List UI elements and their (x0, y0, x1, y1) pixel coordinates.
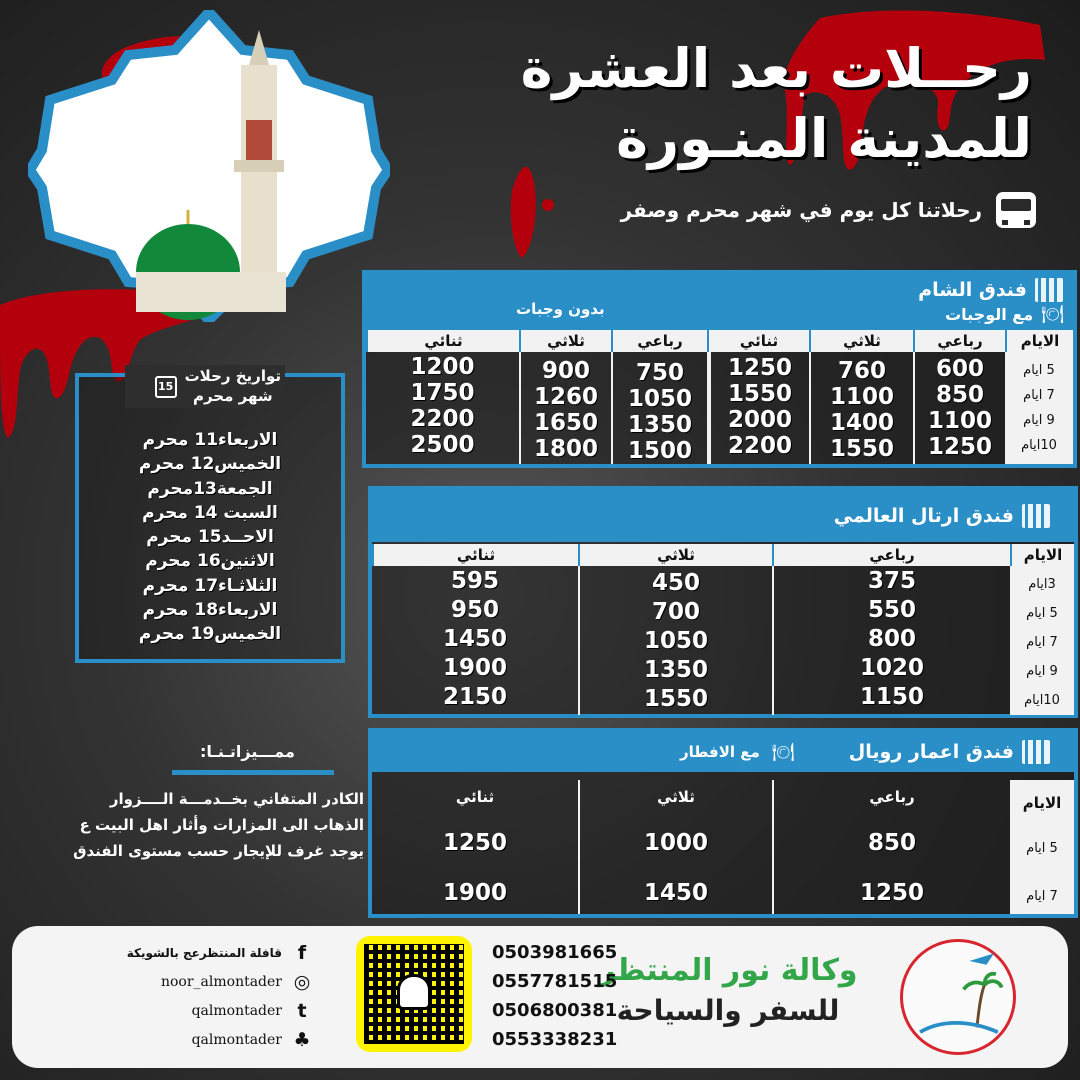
days-column (1010, 566, 1074, 715)
price-column (809, 352, 913, 464)
dates-heading-line2: شهر محرم (192, 386, 273, 405)
day-label: 7 ايام (1023, 388, 1055, 403)
hotel-artal-body (372, 566, 1074, 714)
price-column (772, 780, 1010, 914)
without-meals-label: بدون وجبات (516, 300, 605, 318)
col-header: ثنائي (366, 330, 519, 352)
bus-icon (996, 192, 1036, 228)
social-row-snapchat[interactable] (122, 1025, 312, 1054)
price-cell: 375 (867, 568, 916, 594)
instagram-icon: ◎ (293, 970, 311, 993)
days-column (1010, 780, 1074, 914)
price-cell: 1100 (829, 384, 894, 410)
price-column (578, 780, 772, 914)
day-label: 7 ايام (1026, 889, 1058, 904)
agency-name-line2: للسفر والسياحة (616, 994, 840, 1027)
price-column (372, 780, 578, 914)
price-column (519, 352, 611, 464)
price-column (372, 566, 578, 715)
features-list (8, 786, 364, 864)
price-cell: 700 (651, 599, 700, 625)
hotel-artal-header (372, 490, 1074, 542)
building-icon (1035, 278, 1063, 302)
price-cell: 1000 (643, 830, 708, 856)
price-cell: 1250 (727, 355, 792, 381)
price-cell: 2000 (727, 407, 792, 433)
date-item: الاحــد15 محرم (146, 527, 274, 548)
agency-name-line1: وكالة نور المنتظر (598, 953, 858, 988)
minaret-icon (241, 65, 277, 305)
meal-icon: 🍽 (1041, 304, 1065, 325)
feature-line: يوجد غرف للإيجار حسب مستوى الفندق (73, 842, 364, 860)
features-title: ممـــيزاتـنـا: (200, 742, 295, 761)
col-header: رباعي (611, 330, 707, 352)
subtitle-text: رحلاتنا كل يوم في شهر محرم وصفر (620, 198, 982, 222)
agency-logo (900, 939, 1016, 1055)
day-label: 5 ايام (1023, 363, 1055, 378)
price-cell: 2200 (727, 433, 792, 459)
day-label: 9 ايام (1026, 664, 1058, 679)
price-cell: 600 (935, 356, 984, 382)
dates-list (75, 428, 345, 647)
price-cell: 1250 (927, 434, 992, 460)
days-header: الايام (1010, 544, 1074, 566)
price-cell: 1250 (442, 830, 507, 856)
price-cell: 1450 (442, 626, 507, 652)
social-label: qalmontader (191, 1031, 282, 1048)
date-item: الخميس12 محرم (138, 454, 282, 475)
price-cell: 1020 (859, 655, 924, 681)
social-label: قافلة المنتظرعج بالشويكة (126, 945, 282, 960)
feature-line: الكادر المتفاني بخــدمـــة الــــزوار (109, 790, 364, 808)
price-cell: 800 (867, 626, 916, 652)
price-cell: 2200 (410, 406, 475, 432)
col-header: ثلاثي (809, 330, 913, 352)
price-cell: 1550 (829, 436, 894, 462)
date-item: الاثنين16 محرم (145, 551, 275, 572)
price-cell: 1500 (627, 438, 692, 464)
col-header: ثنائي (707, 330, 809, 352)
price-cell: 950 (450, 597, 499, 623)
price-cell: 1800 (533, 436, 598, 462)
price-column (707, 352, 809, 464)
hotel-artal-name: فندق ارتال العالمي (833, 505, 1014, 527)
footer (12, 926, 1068, 1068)
price-cell: 595 (450, 568, 499, 594)
hotel-emaar-panel (368, 728, 1078, 918)
social-row-tiktok[interactable] (122, 996, 312, 1025)
price-cell: 750 (635, 360, 684, 386)
price-cell: 1550 (643, 686, 708, 712)
price-cell: 900 (541, 358, 590, 384)
days-header: الايام (1022, 794, 1062, 812)
social-links (122, 938, 312, 1054)
main-title-line2: للمدينة المنـورة (616, 107, 1032, 170)
phone-number[interactable]: 0503981665 (492, 942, 618, 963)
price-column (772, 566, 1010, 715)
hotel-sham-panel (362, 270, 1077, 468)
with-meals-label: مع الوجبات (945, 305, 1034, 324)
date-item: الجمعة13محرم (147, 478, 273, 499)
snapchat-qr-code[interactable] (356, 936, 472, 1052)
price-cell: 1050 (643, 628, 708, 654)
palm-tree-icon (903, 942, 1013, 1052)
days-header: الايام (1005, 330, 1073, 352)
day-label: 10ايام (1021, 438, 1057, 453)
phone-list (492, 938, 632, 1054)
agency-name (598, 950, 858, 1030)
price-cell: 1900 (442, 655, 507, 681)
features-underline (172, 770, 334, 775)
phone-number[interactable]: 0557781515 (492, 971, 618, 992)
price-column (578, 566, 772, 715)
price-cell: 1350 (643, 657, 708, 683)
col-header: ثنائي (372, 544, 578, 566)
hotel-artal-header-row (372, 544, 1074, 566)
building-icon (1022, 740, 1050, 764)
price-cell: 550 (867, 597, 916, 623)
price-cell: 1150 (859, 684, 924, 710)
price-cell: 1900 (442, 880, 507, 906)
price-cell: 2150 (442, 684, 507, 710)
price-cell: 1200 (410, 354, 475, 380)
price-cell: 760 (837, 358, 886, 384)
price-cell: 1450 (643, 880, 708, 906)
main-title-line1: رحــلات بعد العشرة (520, 37, 1032, 100)
social-label: qalmontader (191, 1002, 282, 1019)
price-cell: 850 (867, 830, 916, 856)
social-row-facebook[interactable] (122, 938, 312, 967)
hotel-emaar-name: فندق اعمار رويال (848, 741, 1014, 763)
days-column (1005, 352, 1073, 464)
hotel-artal-panel (368, 486, 1078, 718)
price-cell: 1400 (829, 410, 894, 436)
dates-heading (125, 365, 285, 408)
meal-icon: 🍽 (771, 741, 796, 763)
day-label: 7 ايام (1026, 635, 1058, 650)
snapchat-ghost-icon (397, 974, 431, 1010)
price-cell: 450 (651, 570, 700, 596)
day-label: 5 ايام (1026, 606, 1058, 621)
price-cell: 1260 (533, 384, 598, 410)
price-column (913, 352, 1005, 464)
feature-line: الذهاب الى المزارات وأثار اهل البيت ع (79, 816, 364, 834)
day-label: 10ايام (1024, 693, 1060, 708)
subtitle-row (621, 192, 1036, 228)
col-header: رباعي (913, 330, 1005, 352)
price-cell: 1650 (533, 410, 598, 436)
date-item: الاربعاء11 محرم (142, 430, 278, 450)
tiktok-icon: t (297, 999, 307, 1022)
phone-number[interactable]: 0506800381 (492, 1000, 618, 1021)
social-row-instagram[interactable] (122, 967, 312, 996)
hotel-sham-body (366, 352, 1073, 464)
price-cell: 1550 (727, 381, 792, 407)
col-header: رباعي (869, 788, 915, 806)
facebook-icon: f (297, 941, 307, 964)
col-header: ثنائي (455, 788, 495, 806)
date-item: الاربعاء18 محرم (142, 600, 278, 621)
hotel-emaar-header (372, 732, 1074, 772)
col-header: رباعي (772, 544, 1010, 566)
price-column (611, 352, 707, 464)
day-label: 5 ايام (1026, 841, 1058, 856)
col-header: ثلاثي (578, 544, 772, 566)
price-cell: 1350 (627, 412, 692, 438)
date-item: الثلاثـاء17 محرم (142, 575, 278, 596)
day-label: 3ايام (1028, 577, 1056, 592)
building-icon (1022, 504, 1050, 528)
social-label: noor_almontader (160, 973, 282, 990)
breakfast-label: مع الافطار (680, 743, 760, 761)
price-cell: 1250 (859, 880, 924, 906)
calendar-icon: 15 (155, 376, 177, 398)
hotel-sham-header (366, 274, 1073, 330)
price-cell: 1750 (410, 380, 475, 406)
col-header: ثلاثي (519, 330, 611, 352)
col-header: ثلاثي (657, 788, 695, 806)
hotel-sham-header-row (366, 330, 1073, 352)
price-cell: 1100 (927, 408, 992, 434)
price-cell: 2500 (410, 432, 475, 458)
day-label: 9 ايام (1023, 413, 1055, 428)
phone-number[interactable]: 0553338231 (492, 1029, 618, 1050)
hotel-emaar-body (372, 780, 1074, 914)
date-item: الخميس19 محرم (138, 624, 282, 645)
snapchat-icon: ♣ (293, 1028, 311, 1051)
hotel-sham-name: فندق الشام (918, 279, 1027, 301)
dates-heading-line1: تواريخ رحلات (184, 367, 281, 385)
price-cell: 1050 (627, 386, 692, 412)
price-column (366, 352, 519, 464)
price-cell: 850 (935, 382, 984, 408)
mosque-frame (28, 10, 390, 322)
date-item: السبت 14 محرم (142, 502, 278, 523)
